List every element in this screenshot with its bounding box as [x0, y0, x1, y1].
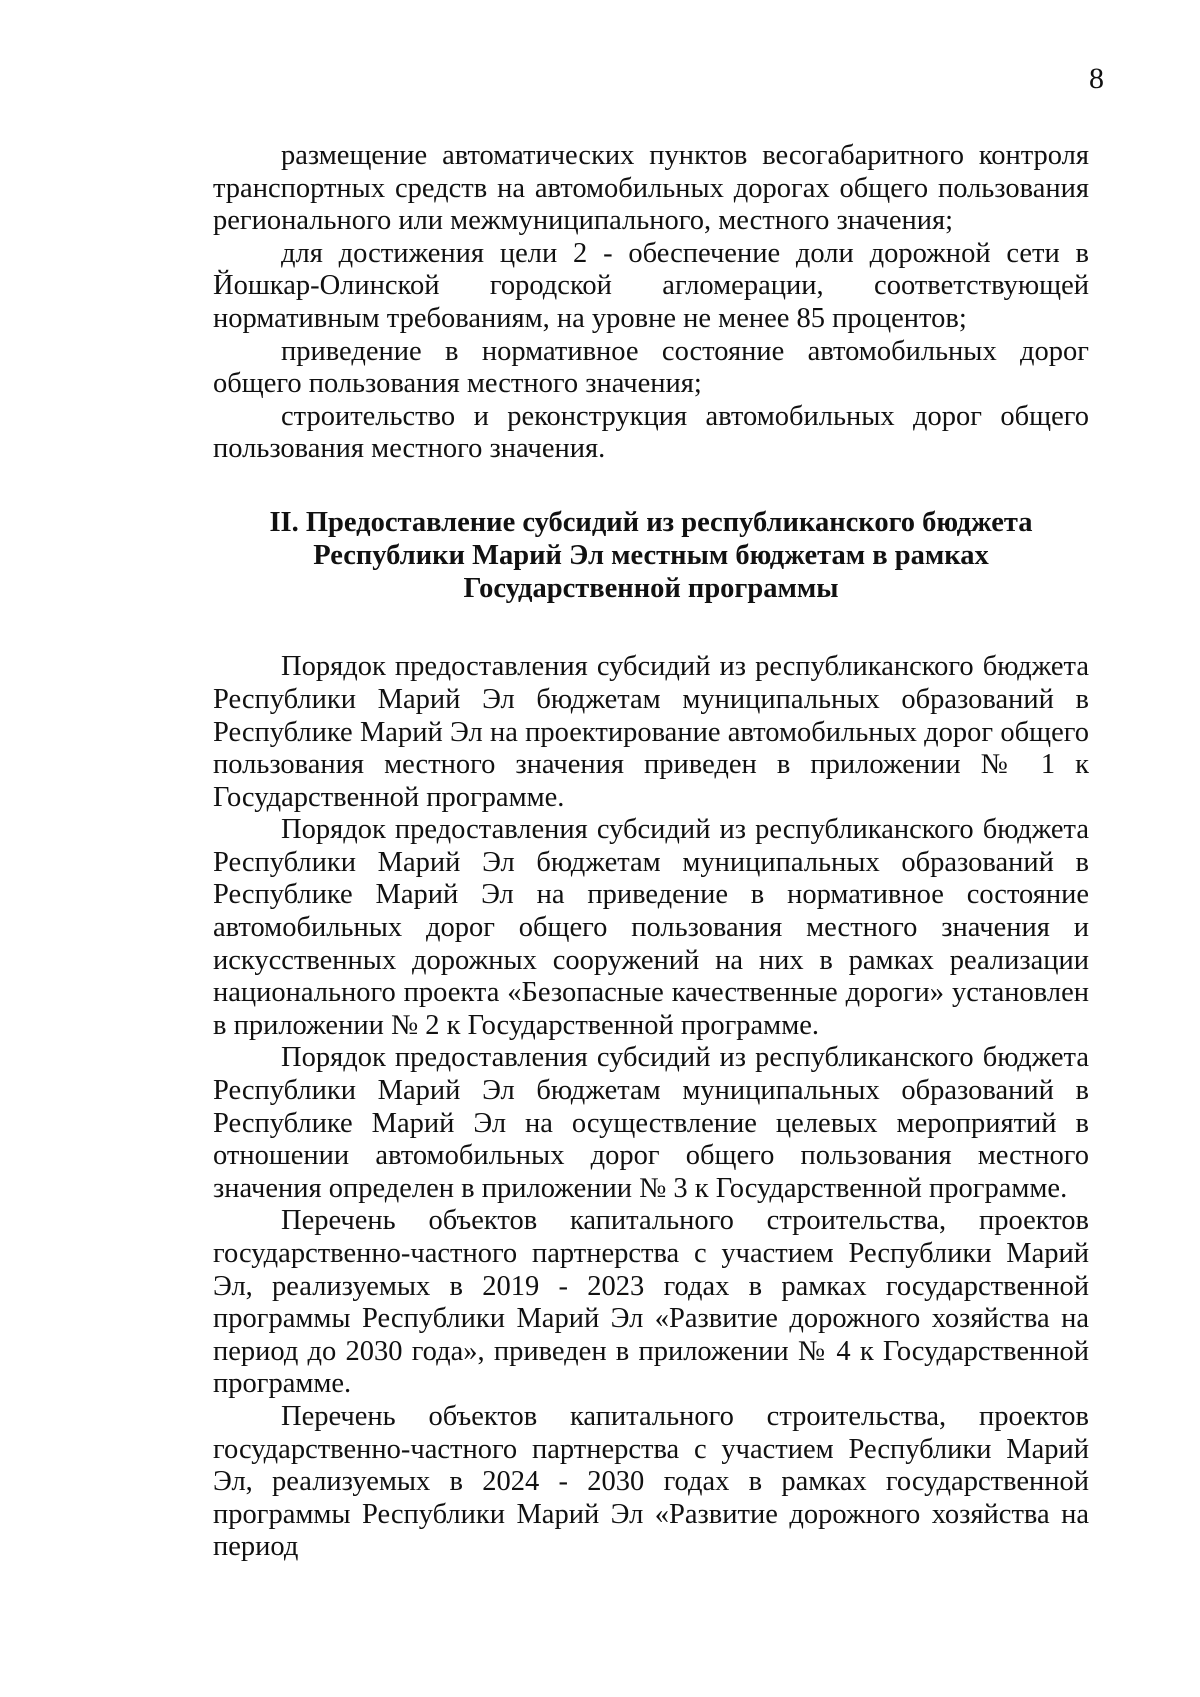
- section-heading-line-1: II. Предоставление субсидий из республиканского бюджета: [269, 506, 1033, 538]
- section-heading-line-3: Государственной программы: [463, 572, 839, 604]
- paragraph-appendix-2: Порядок предоставления субсидий из республиканского бюджета Республики Марий Эл бюджетам муниципальных образований в Республике Марий Эл на приведение в нормативное состояние автомобильных дорог общего пользования местного значения и искусственных дорожных сооружений на них в рамках реализации национального проекта «Безопасные качественные дороги» установлен в приложении № 2 к Государственной программе.: [213, 814, 1089, 1041]
- paragraph-appendix-1: Порядок предоставления субсидий из республиканского бюджета Республики Марий Эл бюджетам муниципальных образований в Республике Марий Эл на проектирование автомобильных дорог общего пользования местного значения приведен в приложении № 1 к Государственной программе.: [213, 651, 1089, 813]
- page-number: 8: [1089, 62, 1104, 95]
- paragraph-appendix-5: Перечень объектов капитального строительства, проектов государственно-частного партнерства с участием Республики Марий Эл, реализуемых в 2024 - 2030 годах в рамках государственной программы Республики Марий Эл «Развитие дорожного хозяйства на период: [213, 1400, 1089, 1563]
- document-body: [213, 140, 1089, 1564]
- paragraph-appendix-3: Порядок предоставления субсидий из республиканского бюджета Республики Марий Эл бюджетам муниципальных образований в Республике Марий Эл на осуществление целевых мероприятий в отношении автомобильных дорог общего пользования местного значения определен в приложении № 3 к Государственной программе.: [213, 1042, 1089, 1204]
- paragraph-appendix-4: Перечень объектов капитального строительства, проектов государственно-частного партнерства с участием Республики Марий Эл, реализуемых в 2019 - 2023 годах в рамках государственной программы Республики Марий Эл «Развитие дорожного хозяйства на период до 2030 года», приведен в приложении № 4 к Государственной программе.: [213, 1205, 1089, 1400]
- section-heading-line-2: Республики Марий Эл местным бюджетам в рамках: [313, 539, 989, 571]
- paragraph-goal-2: для достижения цели 2 - обеспечение доли дорожной сети в Йошкар-Олинской городской агломерации, соответствующей нормативным требованиям, на уровне не менее 85 процентов;: [213, 237, 1089, 334]
- paragraph-weight-control: размещение автоматических пунктов весогабаритного контроля транспортных средств на автомобильных дорогах общего пользования регионального или межмуниципального, местного значения;: [213, 140, 1089, 237]
- section-heading: [213, 507, 1089, 605]
- paragraph-construction: строительство и реконструкция автомобильных дорог общего пользования местного значения.: [213, 400, 1089, 465]
- paragraph-normative-state: приведение в нормативное состояние автомобильных дорог общего пользования местного значения;: [213, 335, 1089, 400]
